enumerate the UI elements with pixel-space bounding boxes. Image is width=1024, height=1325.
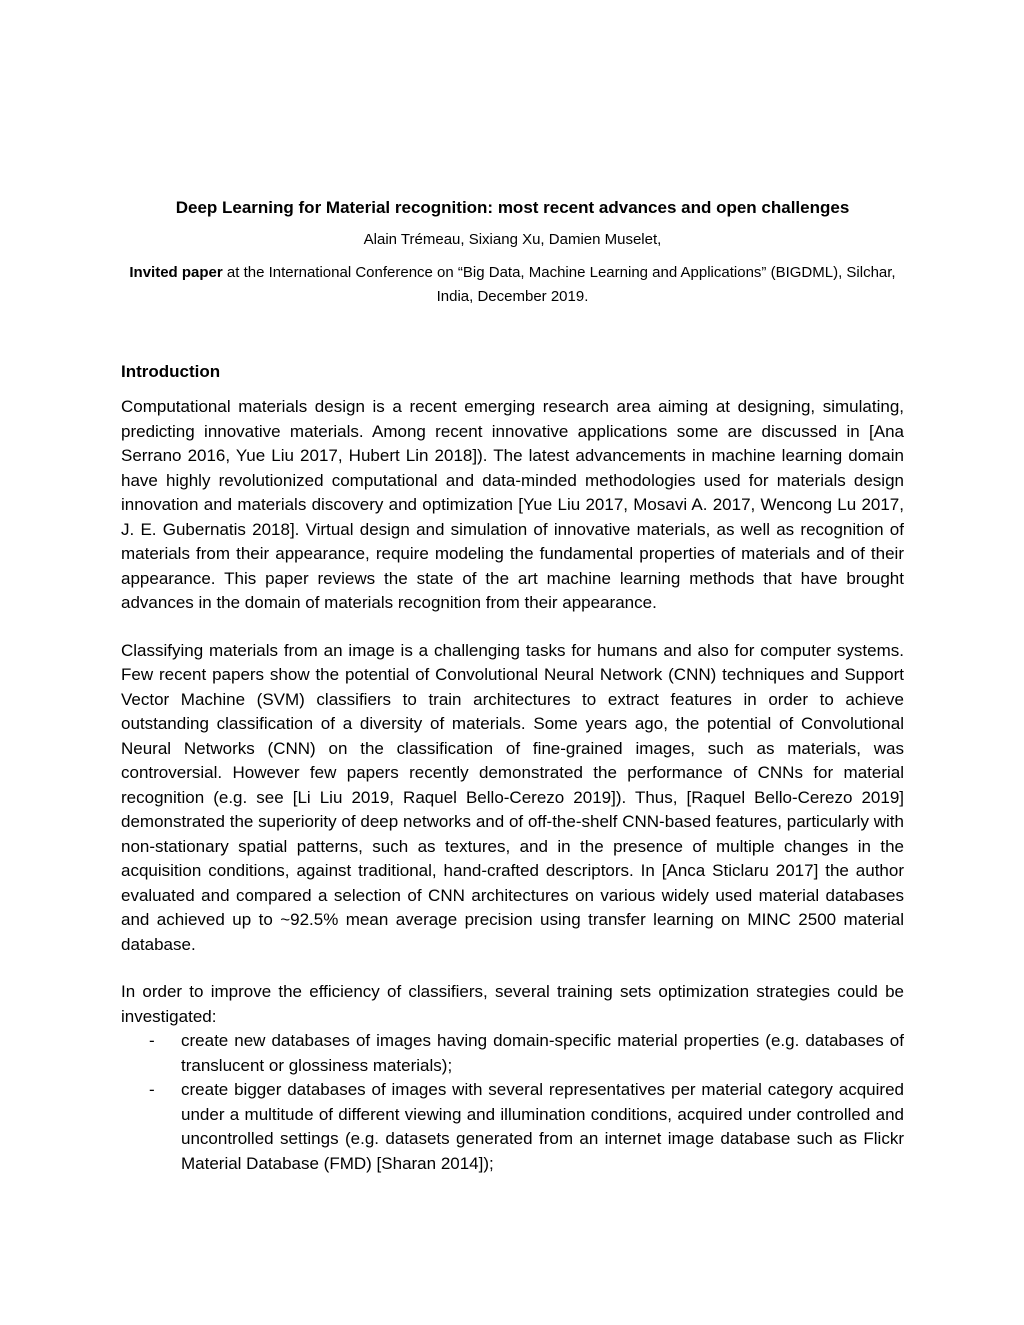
dash-bullet: - (149, 1031, 155, 1050)
venue-text: at the International Conference on “Big Data, Machine Learning and Applications” (BIGDML), Silchar, India, December 2019. (222, 264, 896, 305)
paragraph-1: Computational materials design is a recent emerging research area aiming at designing, simulating, predicting innovative materials. Among recent innovative applications some are discussed in [Ana Serrano 2016, Yue Liu 2017, Hubert Lin 2018]). The latest advancements in machine learning domain have highly revolutionized computational and data-minded methodologies used for materials design innovation and materials discovery and optimization [Yue Liu 2017, Mosavi A. 2017, Wencong Lu 2017, J. E. Gubernatis 2018]. Virtual design and simulation of innovative materials, as well as recognition of materials from their appearance, require modeling the fundamental properties of materials and of their appearance. This paper reviews the state of the art machine learning methods that have brought advances in the domain of materials recognition from their appearance. (121, 397, 904, 612)
strategy-list (121, 1029, 904, 1176)
list-item (121, 1078, 904, 1176)
author-list: Alain Trémeau, Sixiang Xu, Damien Muselet, (363, 231, 662, 248)
venue-line (121, 261, 904, 309)
paragraph-3: In order to improve the efficiency of classifiers, several training sets optimization strategies could be investigated: (121, 982, 904, 1026)
list-item-text: create new databases of images having domain-specific material properties (e.g. databases of translucent or glossiness materials); (181, 1031, 904, 1075)
list-item-text: create bigger databases of images with several representatives per material category acquired under a multitude of different viewing and illumination conditions, acquired under controlled and uncontrolled settings (e.g. datasets generated from an internet image database such as Flickr Material Database (FMD) [Sharan 2014]); (181, 1080, 904, 1173)
list-item (121, 1029, 904, 1078)
paragraph-2: Classifying materials from an image is a challenging tasks for humans and also for computer systems. Few recent papers show the potential of Convolutional Neural Network (CNN) techniques and Support Vector Machine (SVM) classifiers to train architectures to extract features in order to achieve outstanding classification of a diversity of materials. Some years ago, the potential of Convolutional Neural Networks (CNN) on the classification of fine-grained images, such as materials, was controversial. However few papers recently demonstrated the performance of CNNs for material recognition (e.g. see [Li Liu 2019, Raquel Bello-Cerezo 2019]). Thus, [Raquel Bello-Cerezo 2019] demonstrated the superiority of deep networks and of off-the-shelf CNN-based features, particularly with non-stationary spatial patterns, such as textures, and in the presence of multiple changes in the acquisition conditions, against traditional, hand-crafted descriptors. In [Anca Sticlaru 2017] the author evaluated and compared a selection of CNN architectures on various widely used material databases and achieved up to ~92.5% mean average precision using transfer learning on MINC 2500 material database. (121, 640, 904, 954)
section-heading: Introduction (121, 362, 221, 381)
paper-page (121, 196, 904, 1176)
dash-bullet: - (149, 1080, 155, 1099)
venue-bold-label: Invited paper (129, 264, 223, 281)
paper-title: Deep Learning for Material recognition: most recent advances and open challenges (175, 198, 850, 217)
